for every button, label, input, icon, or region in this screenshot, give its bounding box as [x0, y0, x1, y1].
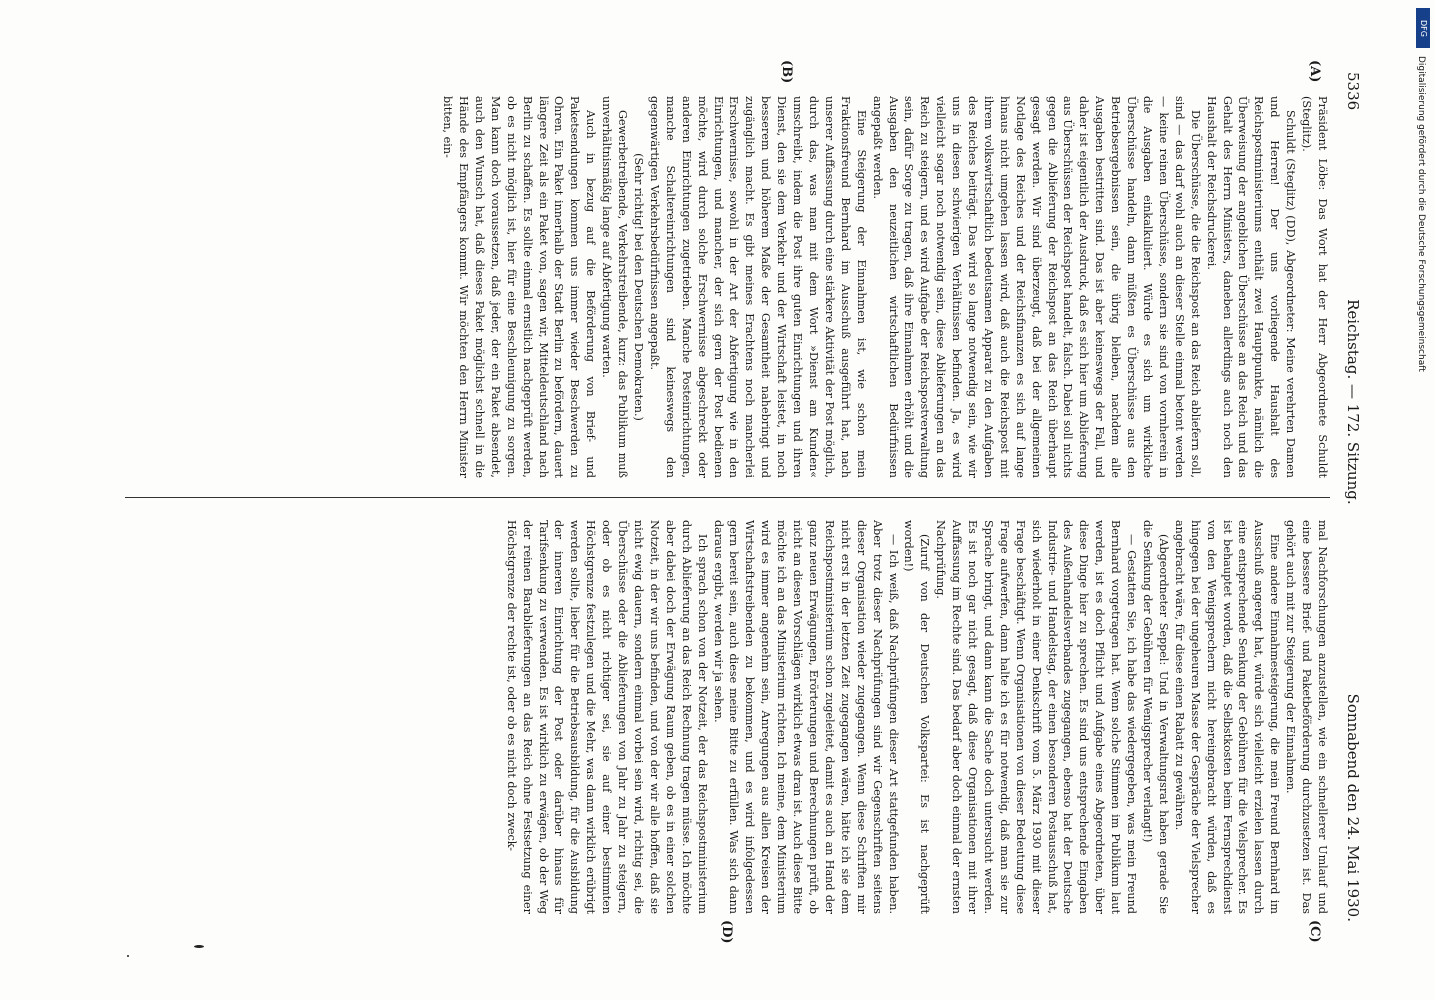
scan-speck — [127, 955, 129, 957]
paragraph: Gewerbetreibende, Verkehrstreibende, kurz: das Publikum muß unverhältnismäßig lange auf Abfertigung warten. — [600, 96, 630, 478]
column-divider — [125, 497, 1330, 498]
paragraph: Schuldt (Steglitz) (DD), Abgeordneter: Meine verehrten Damen und Herren! Der uns vorliegende Haushalt des Reichspostministeriums enthält zwei Hauptpunkte, nämlich die Überweisung der angeblichen Überschüsse an das Reich und das Gehalt des Herrn Ministers, daneben allerdings auch noch den Haushalt der Reichsdruckerei. — [1204, 96, 1298, 478]
paragraph: Die Überschüsse, die die Reichspost an das Reich abliefern soll, sind — das darf wohl auch an dieser Stelle einmal betont werden — keine reinen Überschüsse, sondern sie sind von vornherein in die Ausgaben einkalkuliert. Würde es sich um wirkliche Überschüsse handeln, dann müßten es Überschüsse aus den Betriebsergebnissen sein, die übrig bleiben, nachdem alle Ausgaben bestritten sind. Das ist aber keineswegs der Fall, und daher ist eigentlich der Ausdruck, daß es sich hier um Ablieferung aus Überschüssen der Reichspost handelt, falsch. Dabei soll nichts gegen die Ablieferung der Reichspost an das Reich überhaupt gesagt werden. Wir sind überzeugt, daß bei der allgemeinen Notlage des Reiches und der Reichsfinanzen es sich auf lange hinaus nicht umgehen lassen wird, daß auch die Reichspost mit ihrem volkswirtschaftlich bedeutsamen Apparat zu den Aufgaben des Reiches beiträgt. Das wird so lange notwendig sein, wie wir uns in diesen schwierigen Verhältnissen befinden. Ja, es wird vielleicht sogar noch notwendig sein, diese Ablieferungen an das Reich zu steigern, und es wird Aufgabe der Reichspostverwaltung sein, dafür Sorge zu tragen, daß ihre Einnahmen erhöht und die Ausgaben den neuzeitlichen wirtschaftlichen Bedürfnissen angepaßt werden. — [870, 96, 1202, 478]
paragraph: Präsident Löbe: Das Wort hat der Herr Abgeordnete Schuldt (Steglitz). — [1300, 96, 1329, 478]
running-header — [1336, 72, 1362, 922]
interjection: (Zuruf von der Deutschen Volkspartei: Es ist nachgeprüft worden!) — [902, 520, 932, 914]
margin-mark-a: (A) — [1307, 60, 1322, 83]
margin-mark-c: (C) — [1307, 920, 1322, 943]
paragraph: Auch in bezug auf die Beförderung von Brief- und Paketsendungen kommen uns immer wieder Beschwerden zu Ohren. Ein Paket innerhalb der Stadt Berlin zu befördern, dauert längere Zeit als ein Paket von, sagen wir, Mitteldeutschland nach Berlin zu schaffen. Es sollte einmal ernstlich nachgeprüft werden, ob es nicht möglich ist, hier für eine Beschleunigung zu sorgen. Man kann doch voraussetzen, daß jeder, der ein Paket absendet, auch den Wunsch hat, daß dieses Paket möglichst schnell in die Hände des Empfängers kommt. Wir möchten den Herrn Minister bitten, ein- — [441, 96, 598, 478]
paragraph: Eine andere Einnahmesteigerung, die mein Freund Bernhard im Ausschuß angeregt hat, würde sich vielleicht erzielen lassen durch eine entsprechende Senkung der Gebühren für die Vielsprecher. Es ist behauptet worden, daß die Selbstkosten beim Fernsprechdienst von den Wenigsprechern nicht hereingebracht würden, daß es hingegen bei der ungeheuren Masse der Gespräche der Vielsprecher angebracht wäre, für diese einen Rabatt zu gewähren. — [1172, 520, 1282, 914]
session-title: Reichstag. — 172. Sitzung. — [1344, 299, 1362, 505]
paragraph: — Ich weiß, daß Nachprüfungen dieser Art stattgefunden haben. Aber trotz dieser Nachprüfungen sind wir Gegenschriften seitens dieser Organisation wieder zugegangen. Wenn diese Schriften mir nicht erst in der letzten Zeit zugegangen wären, hätte ich sie dem Reichspostministerium schon zugeleitet, damit es auch an Hand der ganz neuen Erwägungen, Erörterungen und Berechnungen prüft, ob nicht an diesen Vorschlägen wirklich etwas dran ist. Auch diese Bitte möchte ich an das Ministerium richten. Ich meine, dem Ministerium wird es immer angenehm sein, Anregungen aus allen Kreisen der Wirtschaftstreibenden zu bekommen, und es wird infolgedessen gern bereit sein, auch diese meine Bitte zu erfüllen. Was sich dann daraus ergibt, werden wir ja sehen. — [711, 520, 900, 914]
right-column — [118, 520, 1330, 914]
session-date: Sonnabend den 24. Mai 1930. — [1344, 693, 1362, 922]
margin-mark-d: (D) — [719, 920, 734, 944]
credit-text: Digitalisierung gefördert durch die Deutsche Forschungsgemeinschaft — [1416, 56, 1426, 372]
paragraph: Ich sprach schon von der Notzeit, der das Reichspostministerium durch Ablieferung an das Reich Rechnung tragen müsse. Ich möchte aber dabei doch der Erwägung Raum geben, ob es in einer solchen Notzeit, in der wir uns befinden, und von der wir alle hoffen, daß sie nicht ewig dauern, sondern einmal vorbei sein wird, richtig sei, die Überschüsse oder die Ablieferungen von Jahr zu Jahr zu steigern, oder ob es nicht richtiger sei, sie auf einer bestimmten Höchstgrenze festzulegen und die Mehr, was dann wirklich erübrigt werden sollte, lieber für die Betriebsausbildung, für die Ausbildung der inneren Einrichtung der Post oder darüber hinaus für Tarifsenkung zu verwenden. Es ist wirklich zu erwägen, ob der Weg der reinen Barablieferungen an das Reich ohne Festsetzung einer Höchstgrenze der rechte ist, oder ob es nicht doch zweck- — [504, 520, 709, 914]
interjection: (Abgeordneter Seppel: Und in Verwaltungsrat haben gerade Sie die Senkung der Gebühren für Wenigsprecher verlangt!) — [1141, 520, 1170, 914]
paragraph: — Gestatten Sie, ich habe das wiedergegeben, was mein Freund Bernhard vorgetragen hat. Wenn solche Stimmen im Publikum laut werden, ist es doch Pflicht und Aufgabe eines Abgeordneten, über diese Dinge hier zu sprechen. Es sind uns entsprechende Eingaben des Außenhandelsverbandes zugegangen, ebenso hat der Deutsche Industrie- und Handelstag, der einen besonderen Postausschuß hat, sich wiederholt in einer Denkschrift vom 5. März 1930 mit dieser Frage beschäftigt. Wenn Organisationen von dieser Bedeutung diese Frage aufwerfen, dann halte ich es für notwendig, daß man sie zur Sprache bringt, und dann kann die Sache doch untersucht werden. Es ist noch gar nicht gesagt, daß diese Organisationen mit ihrer Auffassung im Rechte sind. Das bedarf aber doch einmal der ernsten Nachprüfung. — [934, 520, 1139, 914]
paragraph: mal Nachforschungen anzustellen, wie ein schnellerer Umlauf und eine bessere Brief- und Paketbeförderung durchzusetzen ist. Das gehört auch mit zur Steigerung der Einnahmen. — [1284, 520, 1329, 914]
page-number: 5336 — [1344, 72, 1362, 111]
interjection: (Sehr richtig! bei den Deutschen Demokraten.) — [632, 153, 646, 421]
scan-speck — [194, 945, 204, 948]
dfg-logo: DFG — [1416, 8, 1430, 48]
left-column — [118, 96, 1330, 478]
paragraph: Eine Steigerung der Einnahmen ist, wie schon mein Fraktionsfreund Bernhard im Ausschuß ausgeführt hat, nach unserer Auffassung durch eine stärkere Aktivität der Post möglich, durch das, was man mit dem Wort »Dienst am Kunden« umschreibt, indem die Post ihre guten Einrichtungen und ihren Dienst, den sie dem Verkehr und der Wirtschaft leistet, in noch besserem und höherem Maße der Gesamtheit nahebringt und zugänglich macht. Es gibt meines Erachtens noch mancherlei Erschwernisse, sowohl in der Art der Abfertigung wie in den Einrichtungen, und mancher, der sich gern der Post bedienen möchte, wird durch solche Erschwernisse abgeschreckt oder anderen Einrichtungen zugetrieben. Manche Posteinrichtungen, manche Schaltereinrichtungen sind keineswegs den gegenwärtigen Verkehrsbedürfnissen angepaßt. — [647, 96, 868, 478]
margin-mark-b: (B) — [779, 60, 794, 84]
